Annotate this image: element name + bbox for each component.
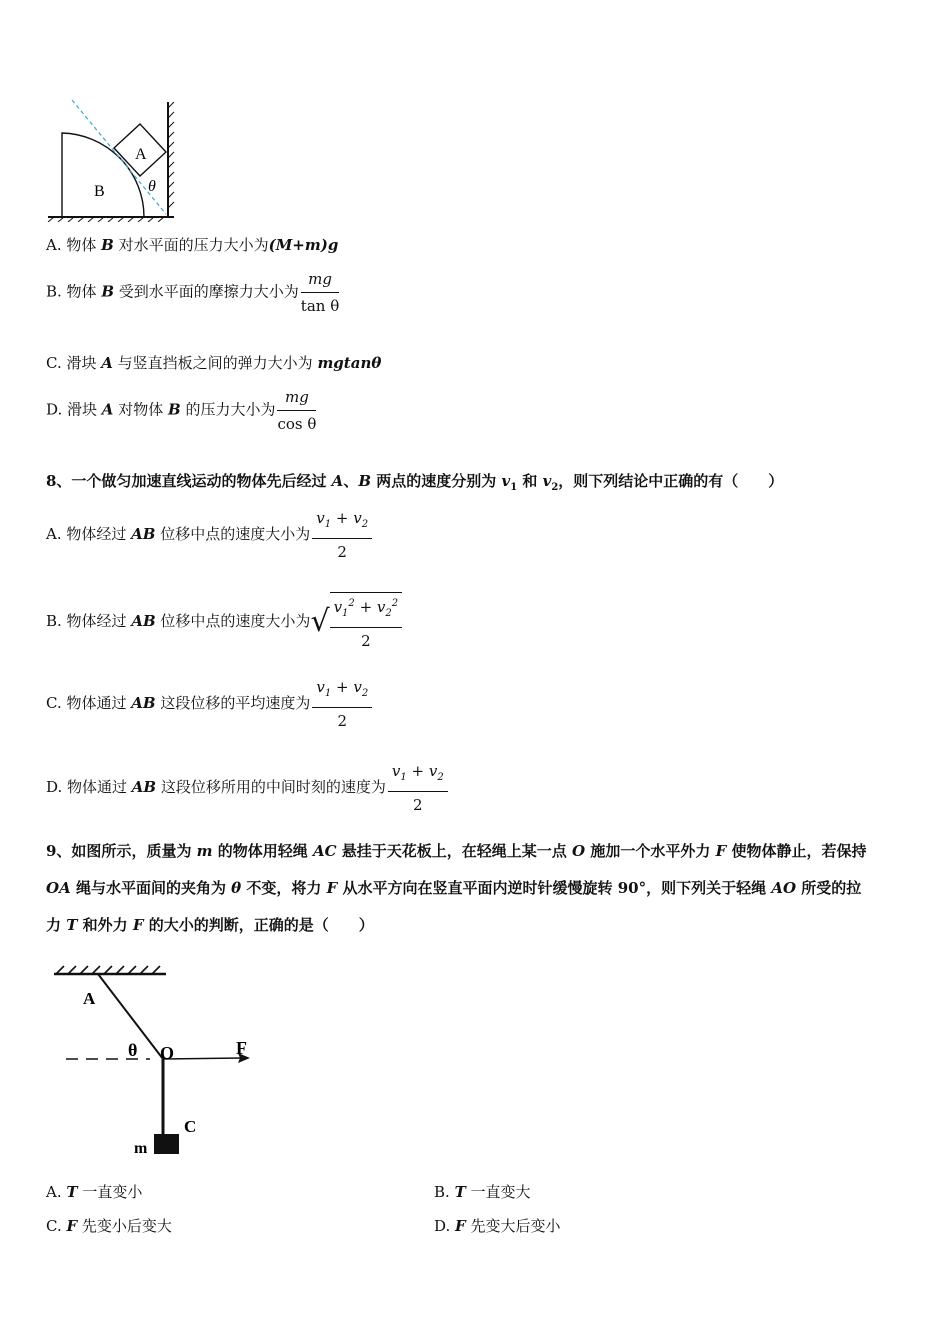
opt-text: 位移中点的速度大小为: [155, 525, 311, 543]
opt-prefix: D. 物体通过: [46, 778, 132, 796]
stem-text: 和外力: [77, 916, 133, 934]
subscript: 2: [361, 688, 369, 699]
var-a: A: [331, 472, 344, 490]
q9-stem-line-3: [46, 914, 374, 936]
subscript: 1: [510, 482, 518, 493]
q8-option-b[interactable]: [46, 592, 402, 652]
stem-text: 悬挂于天花板上，在轻绳上某一点: [336, 842, 573, 860]
stem-text: 不变，将力: [241, 879, 327, 897]
denominator: 2: [337, 712, 348, 730]
subscript: 1: [400, 772, 407, 783]
stem-text: 的物体用轻绳: [212, 842, 313, 860]
denominator: 2: [337, 543, 347, 561]
var-v: v: [501, 472, 511, 490]
q9-option-b[interactable]: [434, 1181, 531, 1203]
var-ac: AC: [313, 842, 337, 860]
stem-text: 力: [46, 916, 67, 934]
label-theta: θ: [148, 178, 156, 195]
q8-stem: [46, 470, 783, 499]
opt-prefix: C. 物体通过: [46, 694, 132, 712]
var-oa: OA: [46, 879, 71, 897]
opt-prefix: B. 物体经过: [46, 612, 132, 630]
var-m: m: [196, 842, 213, 860]
label-a: A: [83, 989, 96, 1008]
var-f: F: [715, 842, 727, 860]
var-t: T: [454, 1183, 466, 1201]
sqrt-sign: √: [310, 604, 330, 639]
opt-text: 与竖直挡板之间的弹力大小为: [112, 354, 318, 372]
opt-text: 一直变小: [77, 1183, 143, 1201]
stem-text: 使物体静止，若保持: [726, 842, 867, 860]
stem-text: 两点的速度分别为: [371, 472, 502, 490]
label-o: O: [160, 1043, 175, 1063]
var-ab: AB: [131, 778, 157, 796]
stem-text: 的大小的判断，正确的是（ ）: [143, 916, 374, 934]
q7-option-d[interactable]: [46, 386, 316, 435]
opt-prefix: C. 滑块: [46, 354, 102, 372]
label-theta: θ: [128, 1040, 138, 1060]
plus-sign: +: [331, 509, 354, 527]
var-v: v: [428, 762, 438, 780]
opt-prefix: C.: [46, 1217, 67, 1235]
subscript: 2: [385, 608, 392, 619]
var-o: O: [572, 842, 586, 860]
numerator: [312, 676, 372, 708]
var-b: B: [167, 400, 181, 419]
var-t: T: [66, 916, 78, 934]
subscript: 2: [361, 519, 369, 530]
q9-option-a[interactable]: [46, 1181, 142, 1203]
q8-option-a[interactable]: [46, 507, 372, 563]
denominator: 2: [413, 796, 423, 814]
plus-sign: +: [331, 678, 354, 696]
stem-text: 施加一个水平外力: [585, 842, 716, 860]
opt-text: 先变大后变小: [465, 1217, 561, 1235]
numerator: [312, 507, 372, 539]
opt-text: 一直变大: [465, 1183, 531, 1201]
var-v: v: [353, 678, 362, 696]
var-f: F: [132, 916, 144, 934]
var-t: T: [66, 1183, 78, 1201]
opt-prefix: A.: [46, 1183, 67, 1201]
fraction: [330, 592, 403, 652]
var-v: v: [316, 509, 325, 527]
fraction: [388, 760, 448, 816]
var-ab: AB: [131, 694, 156, 712]
stem-text: ，则下列关于轻绳: [646, 879, 772, 897]
label-m: m: [134, 1140, 148, 1157]
fraction: [312, 507, 372, 563]
numerator: mg: [277, 386, 316, 411]
formula: mgtanθ: [317, 354, 382, 372]
fraction: [301, 268, 339, 317]
q7-option-b[interactable]: [46, 268, 339, 317]
denominator: 2: [361, 632, 371, 650]
opt-prefix: D. 滑块: [46, 400, 102, 419]
var-f: F: [455, 1217, 466, 1235]
opt-text: 受到水平面的摩擦力大小为: [114, 282, 299, 301]
subscript: 2: [437, 772, 444, 783]
opt-text: 这段位移所用的中间时刻的速度为: [156, 778, 386, 796]
opt-text: 的压力大小为: [180, 400, 276, 419]
var-v: v: [353, 509, 362, 527]
var-v: v: [376, 598, 386, 616]
stem-text: 和: [517, 472, 543, 490]
stem-text: 9、如图所示，质量为: [46, 842, 197, 860]
opt-text: 位移中点的速度大小为: [155, 612, 311, 630]
numerator: [388, 760, 448, 792]
var-b: B: [358, 472, 372, 490]
var-v: v: [542, 472, 552, 490]
superscript: 2: [391, 598, 399, 609]
opt-prefix: B.: [434, 1183, 455, 1201]
subscript: 2: [551, 482, 559, 493]
q9-stem-line-1: [46, 840, 866, 862]
var-f: F: [66, 1217, 78, 1235]
stem-text: 8、一个做匀加速直线运动的物体先后经过: [46, 472, 332, 490]
plus-sign: +: [406, 762, 429, 780]
angle-value: 90°: [617, 879, 647, 897]
figure-rope-force: [50, 962, 270, 1162]
var-ab: AB: [131, 525, 156, 543]
q9-stem-line-2: [46, 877, 861, 899]
var-v: v: [391, 762, 401, 780]
var-b: B: [101, 282, 115, 301]
opt-prefix: A. 物体经过: [46, 525, 132, 543]
q7-option-c[interactable]: [46, 352, 381, 374]
q8-option-d[interactable]: [46, 760, 448, 816]
label-c: C: [184, 1117, 197, 1136]
denominator: tan θ: [300, 297, 340, 315]
opt-prefix: D.: [434, 1217, 456, 1235]
var-v: v: [316, 678, 325, 696]
var-v: v: [333, 598, 343, 616]
fraction: [312, 676, 372, 732]
superscript: 2: [348, 598, 355, 609]
figure-block-on-quarter-cylinder: [44, 96, 184, 222]
q8-option-c[interactable]: [46, 676, 372, 732]
subscript: 1: [342, 608, 349, 619]
subscript: 1: [324, 519, 332, 530]
q9-option-d[interactable]: [434, 1215, 560, 1237]
subscript: 1: [324, 688, 332, 699]
var-ao: AO: [771, 879, 797, 897]
opt-prefix: B. 物体: [46, 282, 102, 301]
stem-text: 所受的拉: [796, 879, 862, 897]
q9-option-c[interactable]: [46, 1215, 172, 1237]
numerator: [330, 593, 403, 628]
q7-option-a[interactable]: [46, 234, 338, 256]
opt-text: 对水平面的压力大小为: [113, 236, 269, 254]
var-a: A: [101, 354, 113, 372]
label-a: A: [135, 146, 147, 163]
label-b: B: [94, 183, 105, 200]
opt-text: 先变小后变大: [77, 1217, 172, 1235]
numerator: mg: [301, 268, 339, 293]
var-theta: θ: [231, 879, 242, 897]
opt-prefix: A. 物体: [46, 236, 102, 254]
label-f: F: [236, 1038, 247, 1058]
plus-sign: +: [354, 598, 377, 616]
stem-text: 、: [343, 472, 359, 490]
var-b: B: [101, 236, 114, 254]
stem-text: ，则下列结论中正确的有（ ）: [558, 472, 784, 490]
stem-text: 绳与水平面间的夹角为: [70, 879, 232, 897]
formula: (M+m)g: [268, 236, 339, 254]
opt-text: 这段位移的平均速度为: [155, 694, 311, 712]
var-ab: AB: [131, 612, 156, 630]
var-a: A: [101, 400, 114, 419]
stem-text: 从水平方向在竖直平面内逆时针缓慢旋转: [337, 879, 618, 897]
var-f: F: [326, 879, 338, 897]
opt-text: 对物体: [113, 400, 168, 419]
fraction: [277, 386, 316, 435]
denominator: cos θ: [277, 415, 317, 433]
